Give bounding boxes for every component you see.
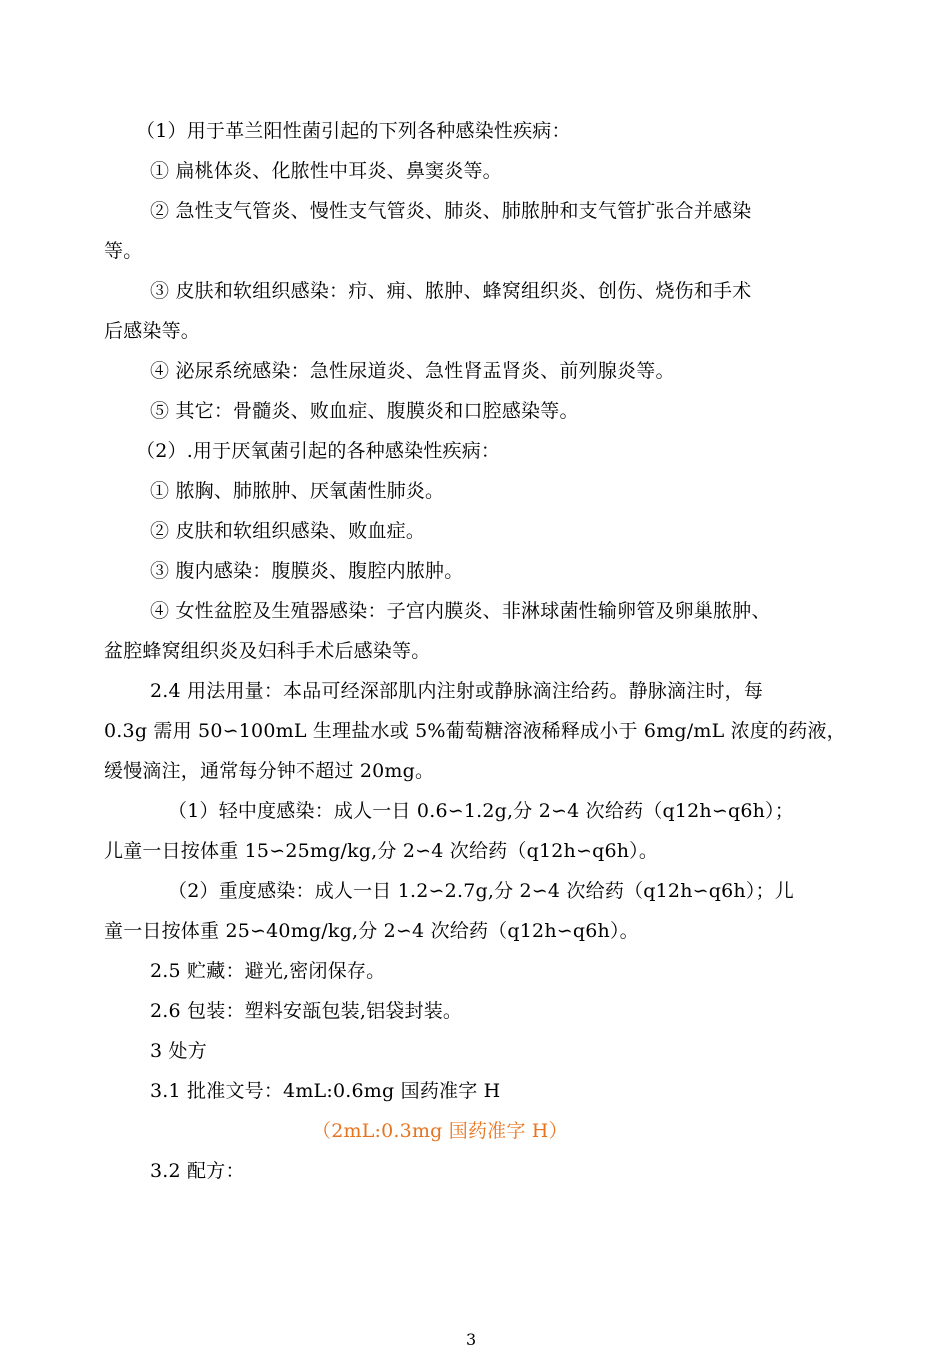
text-line-22: 2.5 贮藏：避光,密闭保存。: [150, 960, 386, 982]
text-line-7: ④ 泌尿系统感染：急性尿道炎、急性肾盂肾炎、前列腺炎等。: [150, 360, 675, 382]
text-line-26-highlight: （2mL:0.3mg 国药准字 H）: [312, 1120, 568, 1142]
text-line-13: ④ 女性盆腔及生殖器感染：子宫内膜炎、非淋球菌性输卵管及卵巢脓肿、: [150, 600, 771, 622]
text-line-12: ③ 腹内感染：腹膜炎、腹腔内脓肿。: [150, 560, 464, 582]
text-line-21: 童一日按体重 25∽40mg/kg,分 2∽4 次给药（q12h∽q6h）。: [104, 920, 639, 942]
text-line-6: 后感染等。: [104, 320, 201, 342]
text-line-9: （2）.用于厌氧菌引起的各种感染性疾病：: [136, 440, 501, 462]
text-line-24: 3 处方: [150, 1040, 207, 1062]
text-line-11: ② 皮肤和软组织感染、败血症。: [150, 520, 426, 542]
text-line-1: （1）用于革兰阳性菌引起的下列各种感染性疾病：: [136, 120, 571, 142]
text-line-23: 2.6 包装：塑料安瓿包装,铝袋封装。: [150, 1000, 463, 1022]
text-line-18: （1）轻中度感染：成人一日 0.6∽1.2g,分 2∽4 次给药（q12h∽q6h）；: [168, 800, 794, 822]
page-number: 3: [466, 1330, 477, 1349]
text-line-20: （2）重度感染：成人一日 1.2∽2.7g,分 2∽4 次给药（q12h∽q6h）；儿: [168, 880, 794, 902]
text-line-4: 等。: [104, 240, 143, 262]
text-line-2: ① 扁桃体炎、化脓性中耳炎、鼻窦炎等。: [150, 160, 502, 182]
text-line-16: 0.3g 需用 50∽100mL 生理盐水或 5%葡萄糖溶液稀释成小于 6mg/mL 浓度的药液，: [104, 720, 846, 742]
text-line-10: ① 脓胸、肺脓肿、厌氧菌性肺炎。: [150, 480, 445, 502]
text-line-25: 3.1 批准文号：4mL:0.6mg 国药准字 H: [150, 1080, 501, 1102]
text-line-17: 缓慢滴注，通常每分钟不超过 20mg。: [104, 760, 435, 782]
text-line-27: 3.2 配方：: [150, 1160, 245, 1182]
text-line-3: ② 急性支气管炎、慢性支气管炎、肺炎、肺脓肿和支气管扩张合并感染: [150, 200, 752, 222]
text-line-14: 盆腔蜂窝组织炎及妇科手术后感染等。: [104, 640, 431, 662]
text-line-8: ⑤ 其它：骨髓炎、败血症、腹膜炎和口腔感染等。: [150, 400, 579, 422]
text-line-5: ③ 皮肤和软组织感染：疖、痈、脓肿、蜂窝组织炎、创伤、烧伤和手术: [150, 280, 752, 302]
text-line-15: 2.4 用法用量：本品可经深部肌内注射或静脉滴注给药。静脉滴注时，每: [150, 680, 764, 702]
text-line-19: 儿童一日按体重 15∽25mg/kg,分 2∽4 次给药（q12h∽q6h）。: [104, 840, 659, 862]
